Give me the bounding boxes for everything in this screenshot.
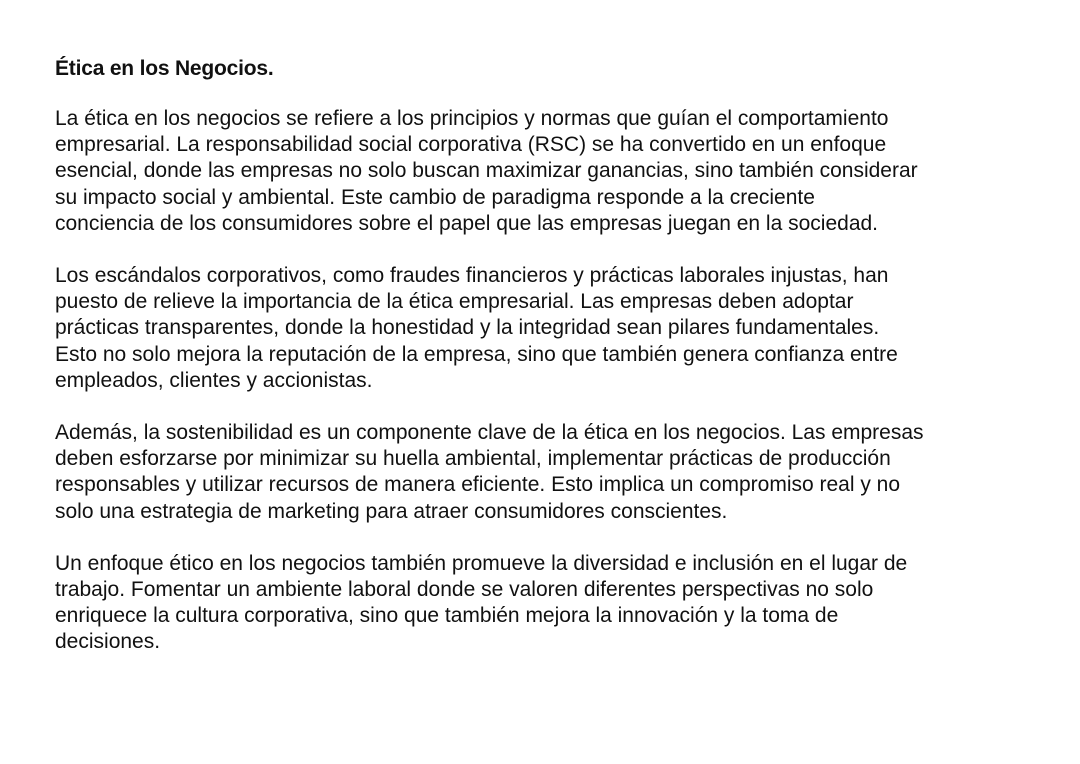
paragraph-1 xyxy=(55,106,1075,237)
paragraph-line: puesto de relieve la importancia de la ética empresarial. Las empresas deben adoptar xyxy=(55,290,854,314)
paragraph-line: su impacto social y ambiental. Este cambio de paradigma responde a la creciente xyxy=(55,185,815,209)
paragraph-line: decisiones. xyxy=(55,630,161,654)
paragraph-line: prácticas transparentes, donde la honestidad y la integridad sean pilares fundamentales. xyxy=(55,316,880,340)
paragraph-3 xyxy=(55,420,1075,525)
paragraph-line: deben esforzarse por minimizar su huella ambiental, implementar prácticas de producción xyxy=(55,447,891,471)
paragraph-line: conciencia de los consumidores sobre el papel que las empresas juegan en la sociedad. xyxy=(55,211,879,235)
paragraph-line: solo una estrategia de marketing para atraer consumidores conscientes. xyxy=(55,499,728,523)
document-title: Ética en los Negocios. xyxy=(55,57,274,80)
paragraph-line: Además, la sostenibilidad es un componente clave de la ética en los negocios. Las empresas xyxy=(55,421,924,445)
paragraph-line: empleados, clientes y accionistas. xyxy=(55,368,373,392)
paragraph-line: La ética en los negocios se refiere a los principios y normas que guían el comportamiento xyxy=(55,107,889,130)
paragraph-2 xyxy=(55,263,1075,394)
paragraph-line: empresarial. La responsabilidad social corporativa (RSC) se ha convertido en un enfoque xyxy=(55,133,887,157)
paragraph-line: trabajo. Fomentar un ambiente laboral donde se valoren diferentes perspectivas no solo xyxy=(55,578,874,602)
paragraph-line: Los escándalos corporativos, como fraudes financieros y prácticas laborales injustas, han xyxy=(55,264,889,288)
paragraph-line: Esto no solo mejora la reputación de la empresa, sino que también genera confianza entre xyxy=(55,342,898,366)
paragraph-line: esencial, donde las empresas no solo buscan maximizar ganancias, sino también considerar xyxy=(55,159,918,183)
paragraph-4 xyxy=(55,551,1075,656)
paragraph-line: Un enfoque ético en los negocios también promueve la diversidad e inclusión en el lugar de xyxy=(55,551,908,575)
paragraph-line: responsables y utilizar recursos de manera eficiente. Esto implica un compromiso real y no xyxy=(55,473,901,497)
paragraph-line: enriquece la cultura corporativa, sino que también mejora la innovación y la toma de xyxy=(55,604,839,628)
document-page xyxy=(55,54,1075,682)
